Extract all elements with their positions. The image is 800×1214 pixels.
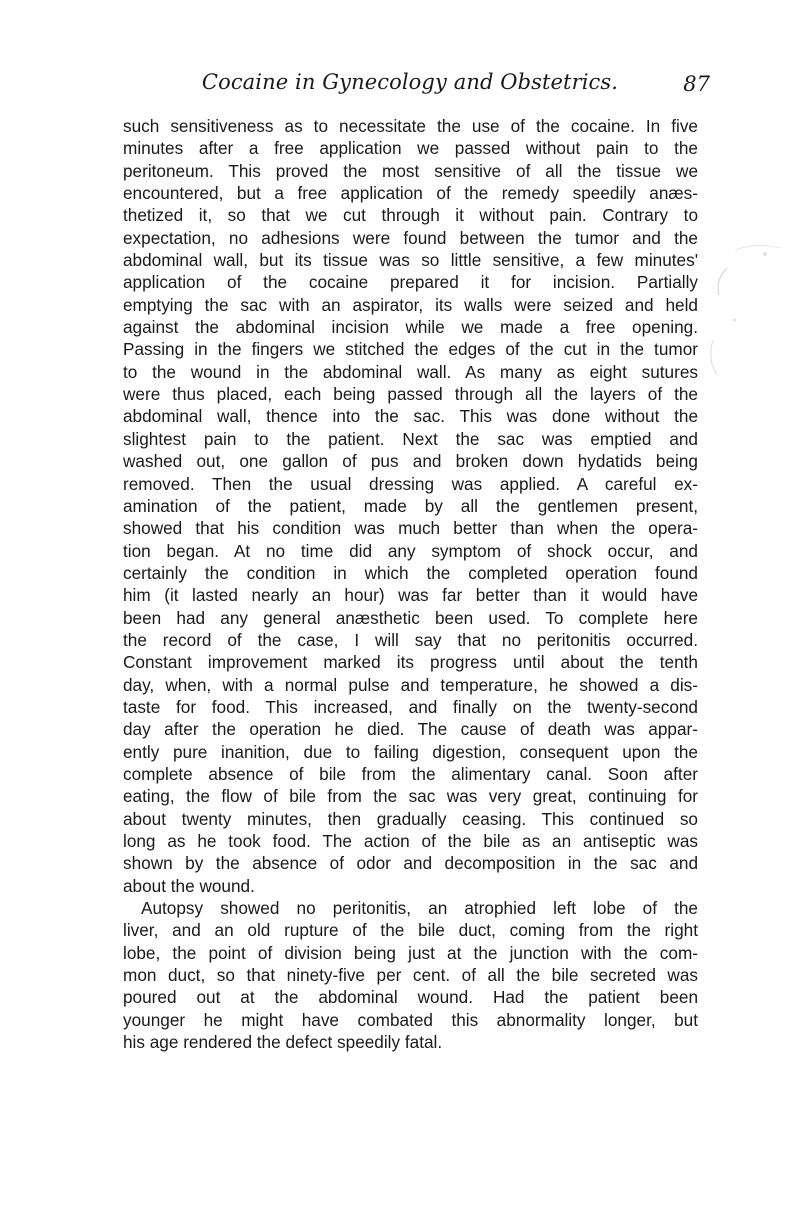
- text-line: amination of the patient, made by all the gentlemen present,: [123, 495, 698, 516]
- text-line: against the abdominal incision while we made a free opening.: [123, 317, 698, 338]
- text-line: day, when, with a normal pulse and temperature, he showed a dis-: [123, 674, 698, 695]
- text-line: abdominal wall, but its tissue was so little sensitive, a few minutes': [123, 250, 698, 271]
- text-line: been had any general anæsthetic been used. To complete here: [123, 607, 698, 628]
- text-line: about twenty minutes, then gradually ceasing. This continued so: [123, 808, 698, 829]
- text-line: removed. Then the usual dressing was applied. A careful ex-: [123, 473, 698, 494]
- text-line: mon duct, so that ninety-five per cent. of all the bile secreted was: [123, 965, 698, 986]
- text-line: his age rendered the defect speedily fatal.: [123, 1032, 443, 1053]
- text-line: application of the cocaine prepared it for incision. Partially: [123, 272, 698, 293]
- text-line: were thus placed, each being passed through all the layers of the: [123, 384, 698, 405]
- text-line: showed that his condition was much better than when the opera-: [123, 518, 698, 539]
- paragraph: [123, 115, 698, 897]
- text-line: Passing in the fingers we stitched the edges of the cut in the tumor: [123, 339, 698, 360]
- text-line: certainly the condition in which the completed operation found: [123, 562, 698, 583]
- text-line: Constant improvement marked its progress until about the tenth: [123, 652, 698, 673]
- text-line: complete absence of bile from the alimentary canal. Soon after: [123, 763, 698, 784]
- text-line: shown by the absence of odor and decomposition in the sac and: [123, 853, 698, 874]
- body-text: [123, 115, 698, 1053]
- page-number: 87: [683, 72, 710, 96]
- running-head: [110, 70, 710, 110]
- text-line: poured out at the abdominal wound. Had the patient been: [123, 987, 698, 1008]
- text-line: long as he took food. The action of the bile as an antiseptic was: [123, 831, 698, 851]
- text-line: taste for food. This increased, and finally on the twenty-second: [123, 696, 698, 717]
- text-line: encountered, but a free application of the remedy speedily anæs-: [123, 183, 698, 204]
- text-line: lobe, the point of division being just at the junction with the com-: [123, 942, 698, 963]
- text-line: Autopsy showed no peritonitis, an atrophied left lobe of the: [141, 898, 698, 919]
- text-line: ently pure inanition, due to failing digestion, consequent upon the: [123, 741, 698, 762]
- text-line: tion began. At no time did any symptom of shock occur, and: [123, 540, 698, 561]
- text-line: eating, the flow of bile from the sac was very great, continuing for: [123, 786, 698, 807]
- text-line: slightest pain to the patient. Next the sac was emptied and: [123, 428, 698, 449]
- bleed-through-illustration: [705, 170, 800, 400]
- text-line: thetized it, so that we cut through it without pain. Contrary to: [123, 205, 698, 226]
- text-line: the record of the case, I will say that no peritonitis occurred.: [123, 629, 698, 650]
- running-title: Cocaine in Gynecology and Obstetrics.: [201, 70, 619, 94]
- text-line: washed out, one gallon of pus and broken down hydatids being: [123, 451, 698, 472]
- text-line: to the wound in the abdominal wall. As many as eight sutures: [123, 361, 698, 382]
- bleed-through-marks: [705, 170, 800, 400]
- text-line: expectation, no adhesions were found between the tumor and the: [123, 227, 698, 248]
- text-line: about the wound.: [123, 875, 255, 896]
- text-line: peritoneum. This proved the most sensitive of all the tissue we: [123, 160, 698, 181]
- text-line: such sensitiveness as to necessitate the use of the cocaine. In five: [123, 116, 698, 136]
- paragraph: [123, 897, 698, 1053]
- text-line: emptying the sac with an aspirator, its walls were seized and held: [123, 294, 698, 315]
- text-line: liver, and an old rupture of the bile duct, coming from the right: [123, 920, 698, 941]
- text-line: younger he might have combated this abnormality longer, but: [123, 1009, 698, 1030]
- text-line: minutes after a free application we passed without pain to the: [123, 138, 698, 159]
- text-line: day after the operation he died. The cause of death was appar-: [123, 719, 698, 740]
- text-line: abdominal wall, thence into the sac. This was done without the: [123, 406, 698, 427]
- text-line: him (it lasted nearly an hour) was far better than it would have: [123, 585, 698, 606]
